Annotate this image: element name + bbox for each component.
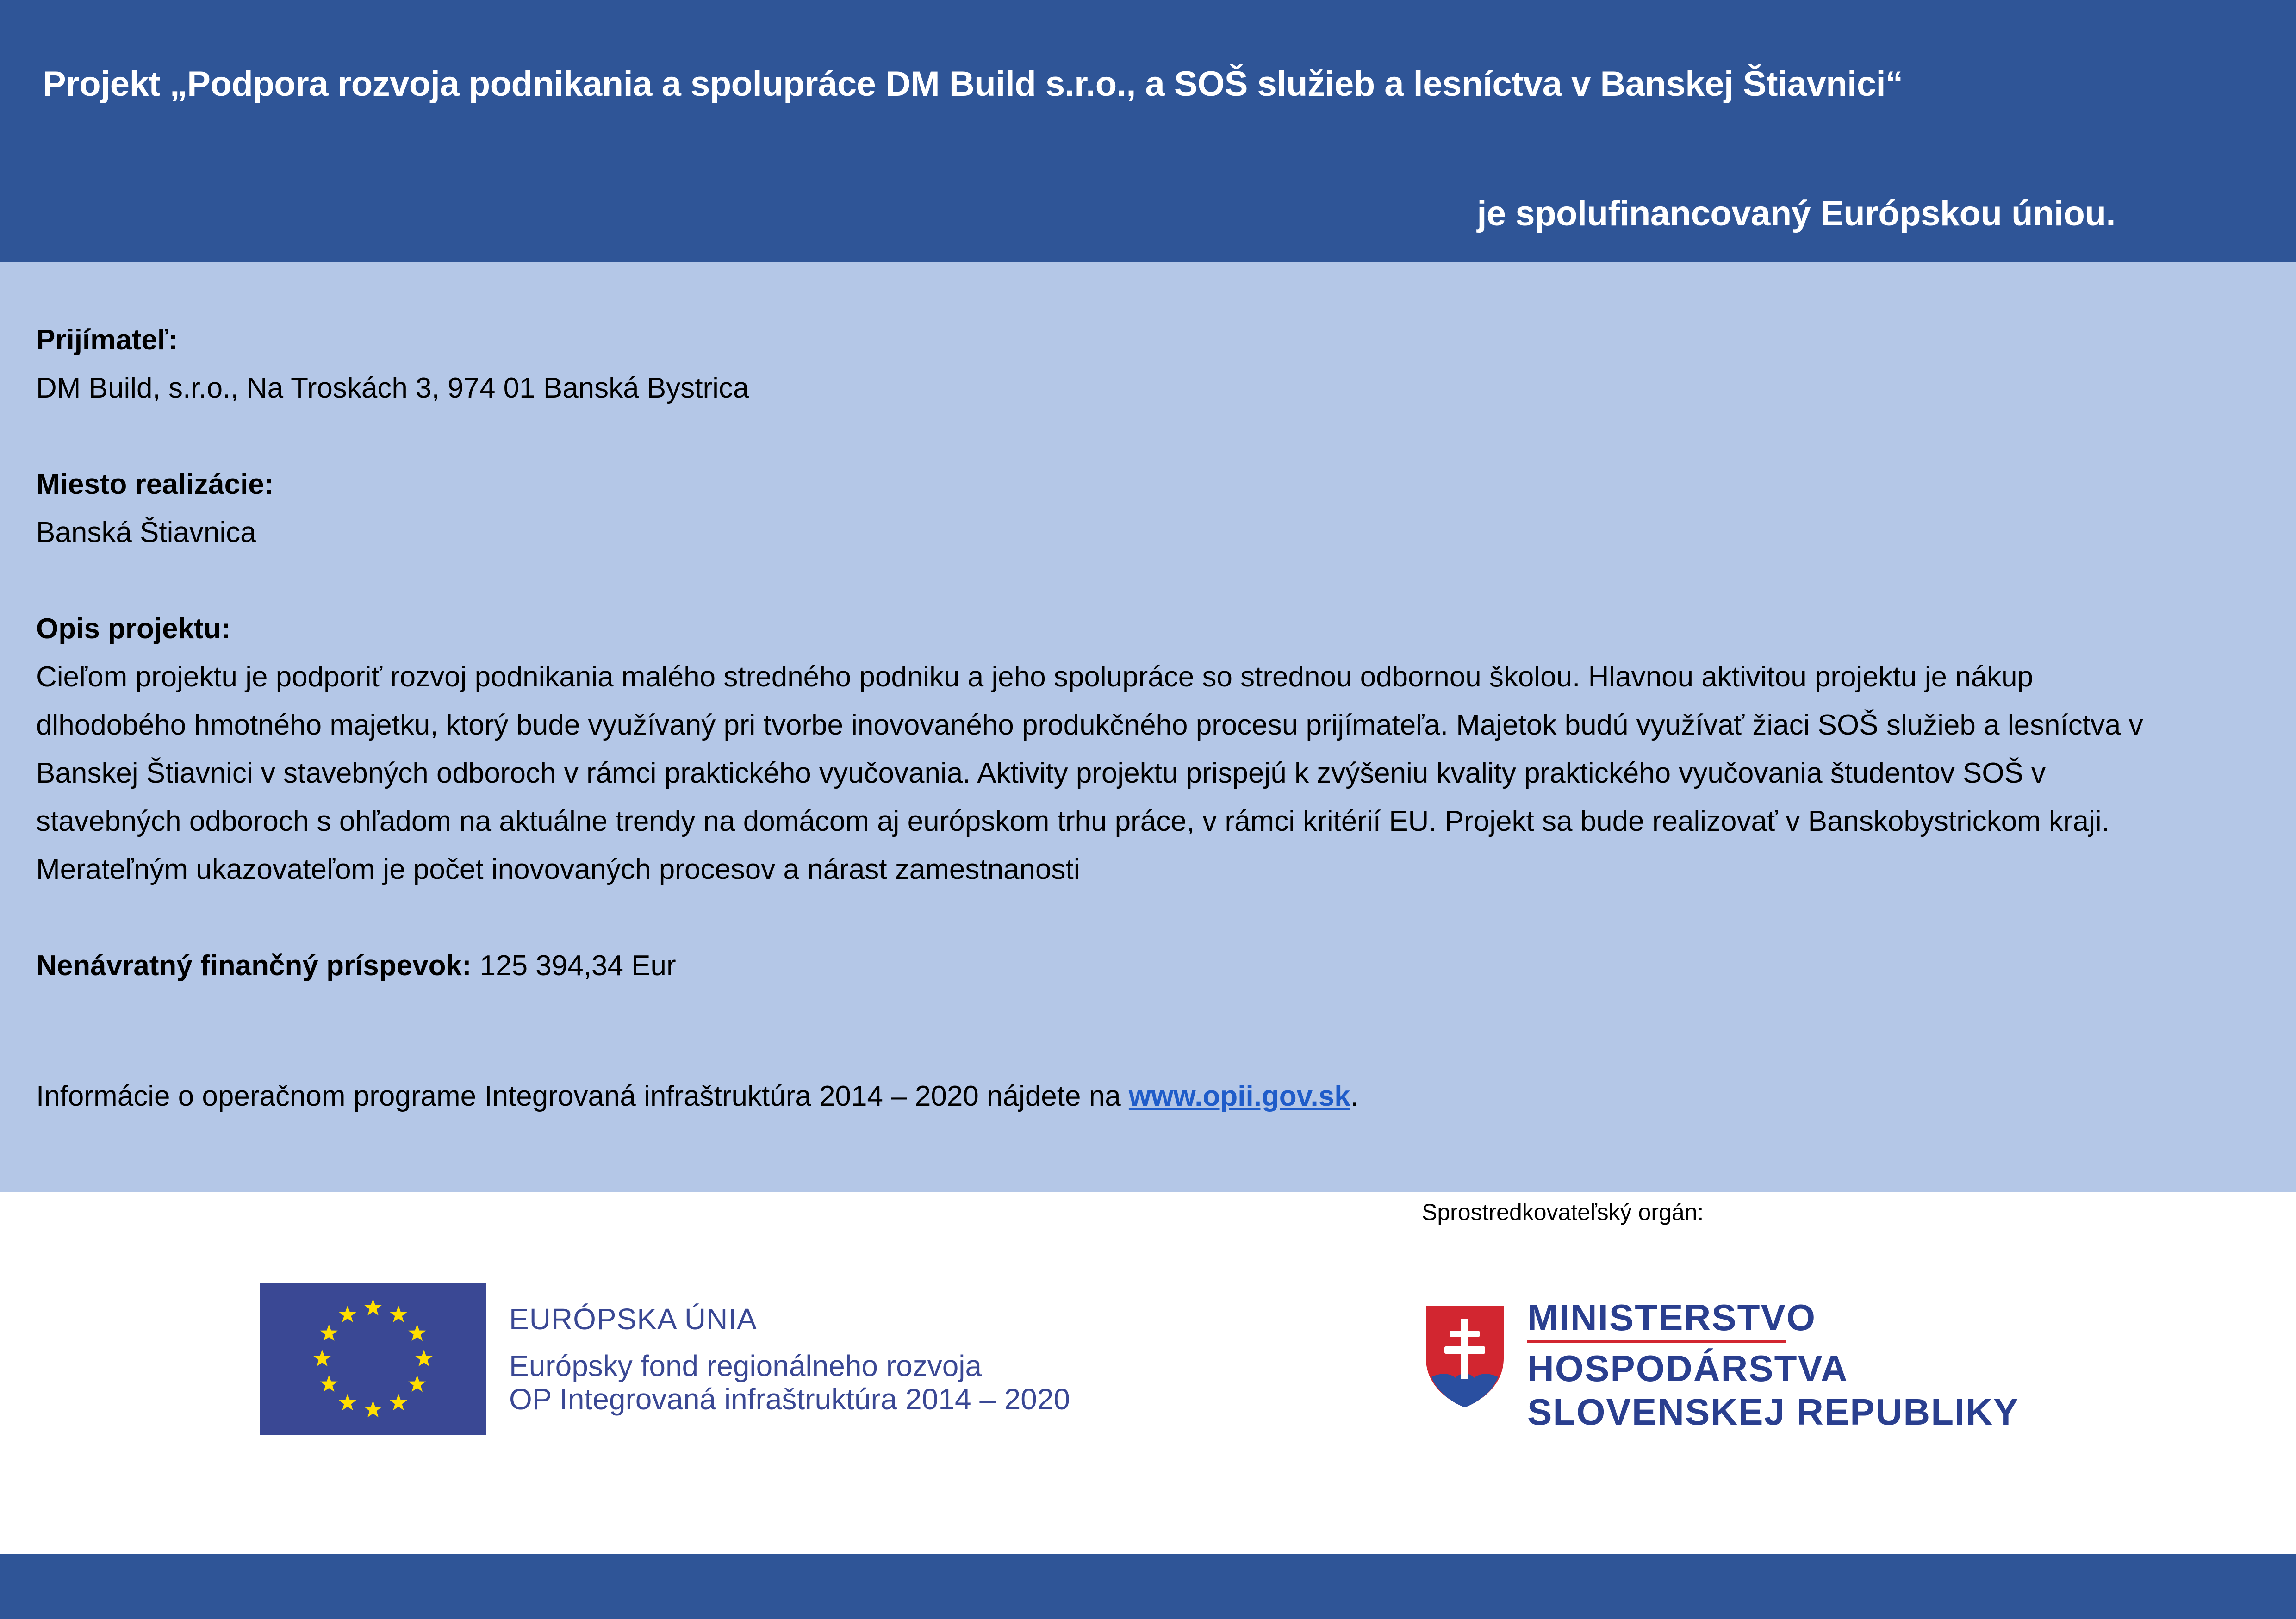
eu-logo-text: [509, 1298, 1070, 1416]
content-band: [0, 262, 2296, 1192]
description-line: Merateľným ukazovateľom je počet inovovaných procesov a nárast zamestnanosti: [36, 853, 1080, 885]
location-label: Miesto realizácie:: [36, 468, 274, 500]
slovak-coat-of-arms-icon: [1423, 1303, 1506, 1409]
intermediary-label: Sprostredkovateľský orgán:: [1422, 1199, 1704, 1225]
eu-star-icon: [313, 1350, 331, 1366]
eu-stars-icon: [260, 1283, 486, 1435]
eu-op-name: OP Integrovaná infraštruktúra 2014 – 2020: [509, 1382, 1070, 1416]
description-line: stavebných odboroch s ohľadom na aktuálne trendy na domácom aj európskom trhu práce, v rámci kritérií EU. Projekt sa bude realizovať v Banskobystrickom kraji.: [36, 805, 2109, 837]
grant-label: Nenávratný finančný príspevok:: [36, 950, 472, 982]
eu-star-icon: [320, 1324, 338, 1341]
ministry-divider: [1527, 1340, 1786, 1343]
eu-star-icon: [390, 1394, 407, 1410]
header-band: [0, 0, 2296, 262]
ministry-line-2: HOSPODÁRSTVA: [1527, 1348, 1848, 1389]
program-info-text: Informácie o operačnom programe Integrovaná infraštruktúra 2014 – 2020 nájdete na: [36, 1080, 1129, 1112]
footer-band: [0, 1554, 2296, 1619]
recipient-value: DM Build, s.r.o., Na Troskách 3, 974 01 Banská Bystrica: [36, 372, 749, 404]
eu-flag-icon: [260, 1283, 486, 1435]
eu-star-icon: [320, 1375, 338, 1392]
eu-star-icon: [408, 1375, 426, 1392]
project-details: [36, 316, 2258, 990]
recipient-label: Prijímateľ:: [36, 324, 178, 356]
description-line: Cieľom projektu je podporiť rozvoj podnikania malého stredného podniku a jeho spolupráce so strednou odbornou školou. Hlavnou aktivitou projektu je nákup: [36, 661, 2034, 693]
eu-name: EURÓPSKA ÚNIA: [509, 1302, 757, 1336]
eu-star-icon: [364, 1401, 382, 1417]
ministry-logo-text: [1527, 1296, 2019, 1434]
ministry-line-3: SLOVENSKEJ REPUBLIKY: [1527, 1391, 2019, 1432]
program-info-end: .: [1350, 1080, 1358, 1112]
description-line: dlhodobého hmotného majetku, ktorý bude využívaný pri tvorbe inovovaného produkčného procesu prijímateľa. Majetok budú využívať žiaci SOŠ služieb a lesníctva v: [36, 709, 2143, 741]
eu-star-icon: [364, 1299, 382, 1315]
location-value: Banská Štiavnica: [36, 517, 256, 548]
program-info: [36, 1080, 1358, 1113]
eu-star-icon: [415, 1350, 433, 1366]
grant-value: 125 394,34 Eur: [479, 950, 676, 982]
eu-star-icon: [390, 1306, 407, 1322]
cofinancing-note: je spolufinancovaný Európskou úniou.: [1477, 194, 2116, 233]
description-line: Banskej Štiavnici v stavebných odboroch v rámci praktického vyučovania. Aktivity projektu prispejú k zvýšeniu kvality praktického vyučovania študentov SOŠ v: [36, 757, 2046, 789]
eu-fund-name: Európsky fond regionálneho rozvoja: [509, 1349, 982, 1382]
eu-star-icon: [339, 1394, 356, 1410]
description-text: [36, 653, 2258, 894]
eu-star-icon: [339, 1306, 356, 1322]
grant-row: [36, 942, 2258, 990]
description-label: Opis projektu:: [36, 613, 231, 645]
opii-website-link[interactable]: www.opii.gov.sk: [1128, 1080, 1350, 1112]
ministry-line-1: MINISTERSTVO: [1527, 1297, 1817, 1338]
project-title: Projekt „Podpora rozvoja podnikania a spolupráce DM Build s.r.o., a SOŠ služieb a lesníctva v Banskej Štiavnici“: [43, 64, 1903, 104]
eu-star-icon: [408, 1324, 426, 1341]
